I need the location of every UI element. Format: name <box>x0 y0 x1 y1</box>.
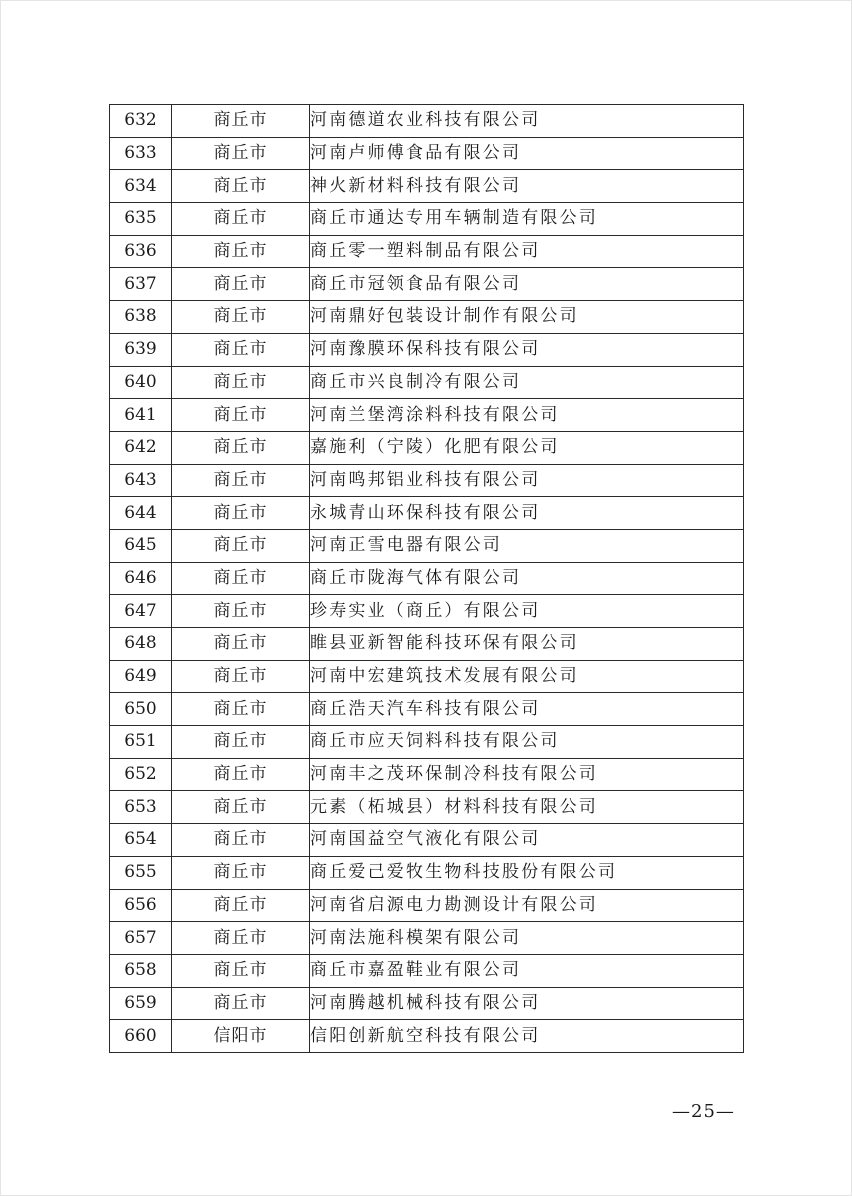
company-name-cell: 河南正雪电器有限公司 <box>310 529 744 562</box>
company-name-cell: 商丘市通达专用车辆制造有限公司 <box>310 203 744 236</box>
row-number: 653 <box>110 791 172 824</box>
company-name-cell: 神火新材料科技有限公司 <box>310 170 744 203</box>
table-row <box>110 889 744 922</box>
company-list-table <box>109 104 744 1053</box>
table-row <box>110 497 744 530</box>
table-row <box>110 987 744 1020</box>
city-cell: 商丘市 <box>172 137 310 170</box>
table-row <box>110 268 744 301</box>
city-cell: 商丘市 <box>172 301 310 334</box>
table-row <box>110 170 744 203</box>
row-number: 658 <box>110 954 172 987</box>
city-cell: 商丘市 <box>172 497 310 530</box>
table-row <box>110 399 744 432</box>
city-cell: 商丘市 <box>172 170 310 203</box>
city-cell: 商丘市 <box>172 889 310 922</box>
table-row <box>110 203 744 236</box>
city-cell: 商丘市 <box>172 726 310 759</box>
city-cell: 商丘市 <box>172 856 310 889</box>
row-number: 636 <box>110 235 172 268</box>
table-row <box>110 791 744 824</box>
row-number: 655 <box>110 856 172 889</box>
table-row <box>110 954 744 987</box>
row-number: 640 <box>110 366 172 399</box>
row-number: 656 <box>110 889 172 922</box>
city-cell: 商丘市 <box>172 464 310 497</box>
row-number: 634 <box>110 170 172 203</box>
table-row <box>110 922 744 955</box>
table-row <box>110 660 744 693</box>
city-cell: 商丘市 <box>172 203 310 236</box>
city-cell: 商丘市 <box>172 595 310 628</box>
table-row <box>110 105 744 138</box>
company-name-cell: 河南国益空气液化有限公司 <box>310 824 744 857</box>
row-number: 635 <box>110 203 172 236</box>
table-row <box>110 235 744 268</box>
city-cell: 商丘市 <box>172 922 310 955</box>
city-cell: 商丘市 <box>172 366 310 399</box>
row-number: 651 <box>110 726 172 759</box>
company-name-cell: 河南丰之茂环保制冷科技有限公司 <box>310 758 744 791</box>
row-number: 650 <box>110 693 172 726</box>
company-name-cell: 河南卢师傅食品有限公司 <box>310 137 744 170</box>
city-cell: 商丘市 <box>172 235 310 268</box>
row-number: 647 <box>110 595 172 628</box>
city-cell: 商丘市 <box>172 268 310 301</box>
table-row <box>110 562 744 595</box>
table-row <box>110 137 744 170</box>
row-number: 646 <box>110 562 172 595</box>
city-cell: 商丘市 <box>172 987 310 1020</box>
row-number: 657 <box>110 922 172 955</box>
city-cell: 商丘市 <box>172 660 310 693</box>
company-name-cell: 商丘市嘉盈鞋业有限公司 <box>310 954 744 987</box>
city-cell: 商丘市 <box>172 758 310 791</box>
company-name-cell: 嘉施利（宁陵）化肥有限公司 <box>310 431 744 464</box>
table-row <box>110 628 744 661</box>
table-row <box>110 333 744 366</box>
row-number: 659 <box>110 987 172 1020</box>
company-name-cell: 商丘市应天饲料科技有限公司 <box>310 726 744 759</box>
company-name-cell: 河南豫膜环保科技有限公司 <box>310 333 744 366</box>
company-name-cell: 商丘市陇海气体有限公司 <box>310 562 744 595</box>
company-name-cell: 河南腾越机械科技有限公司 <box>310 987 744 1020</box>
company-name-cell: 珍寿实业（商丘）有限公司 <box>310 595 744 628</box>
company-name-cell: 永城青山环保科技有限公司 <box>310 497 744 530</box>
row-number: 645 <box>110 529 172 562</box>
company-name-cell: 商丘市冠领食品有限公司 <box>310 268 744 301</box>
table-row <box>110 464 744 497</box>
table-row <box>110 595 744 628</box>
row-number: 649 <box>110 660 172 693</box>
company-name-cell: 河南省启源电力勘测设计有限公司 <box>310 889 744 922</box>
company-name-cell: 河南鼎好包装设计制作有限公司 <box>310 301 744 334</box>
table-row <box>110 726 744 759</box>
company-name-cell: 商丘爱己爱牧生物科技股份有限公司 <box>310 856 744 889</box>
table-row <box>110 1020 744 1053</box>
city-cell: 商丘市 <box>172 693 310 726</box>
row-number: 639 <box>110 333 172 366</box>
row-number: 644 <box>110 497 172 530</box>
table-row <box>110 758 744 791</box>
city-cell: 商丘市 <box>172 954 310 987</box>
table-row <box>110 529 744 562</box>
company-name-cell: 河南法施科模架有限公司 <box>310 922 744 955</box>
row-number: 654 <box>110 824 172 857</box>
city-cell: 信阳市 <box>172 1020 310 1053</box>
row-number: 660 <box>110 1020 172 1053</box>
row-number: 641 <box>110 399 172 432</box>
company-name-cell: 商丘零一塑料制品有限公司 <box>310 235 744 268</box>
table-row <box>110 431 744 464</box>
row-number: 633 <box>110 137 172 170</box>
company-name-cell: 元素（柘城县）材料科技有限公司 <box>310 791 744 824</box>
company-name-cell: 商丘市兴良制冷有限公司 <box>310 366 744 399</box>
city-cell: 商丘市 <box>172 431 310 464</box>
city-cell: 商丘市 <box>172 105 310 138</box>
company-list-body <box>110 105 744 1053</box>
company-name-cell: 信阳创新航空科技有限公司 <box>310 1020 744 1053</box>
city-cell: 商丘市 <box>172 529 310 562</box>
company-name-cell: 河南德道农业科技有限公司 <box>310 105 744 138</box>
row-number: 637 <box>110 268 172 301</box>
page-number: —25— <box>672 1101 735 1122</box>
city-cell: 商丘市 <box>172 791 310 824</box>
row-number: 632 <box>110 105 172 138</box>
city-cell: 商丘市 <box>172 562 310 595</box>
city-cell: 商丘市 <box>172 824 310 857</box>
row-number: 638 <box>110 301 172 334</box>
row-number: 643 <box>110 464 172 497</box>
row-number: 642 <box>110 431 172 464</box>
company-name-cell: 河南兰堡湾涂料科技有限公司 <box>310 399 744 432</box>
company-name-cell: 河南中宏建筑技术发展有限公司 <box>310 660 744 693</box>
table-row <box>110 693 744 726</box>
company-name-cell: 河南鸣邦铝业科技有限公司 <box>310 464 744 497</box>
table-row <box>110 824 744 857</box>
table-row <box>110 366 744 399</box>
company-name-cell: 商丘浩天汽车科技有限公司 <box>310 693 744 726</box>
city-cell: 商丘市 <box>172 399 310 432</box>
city-cell: 商丘市 <box>172 333 310 366</box>
company-name-cell: 睢县亚新智能科技环保有限公司 <box>310 628 744 661</box>
table-row <box>110 856 744 889</box>
city-cell: 商丘市 <box>172 628 310 661</box>
row-number: 648 <box>110 628 172 661</box>
table-row <box>110 301 744 334</box>
row-number: 652 <box>110 758 172 791</box>
